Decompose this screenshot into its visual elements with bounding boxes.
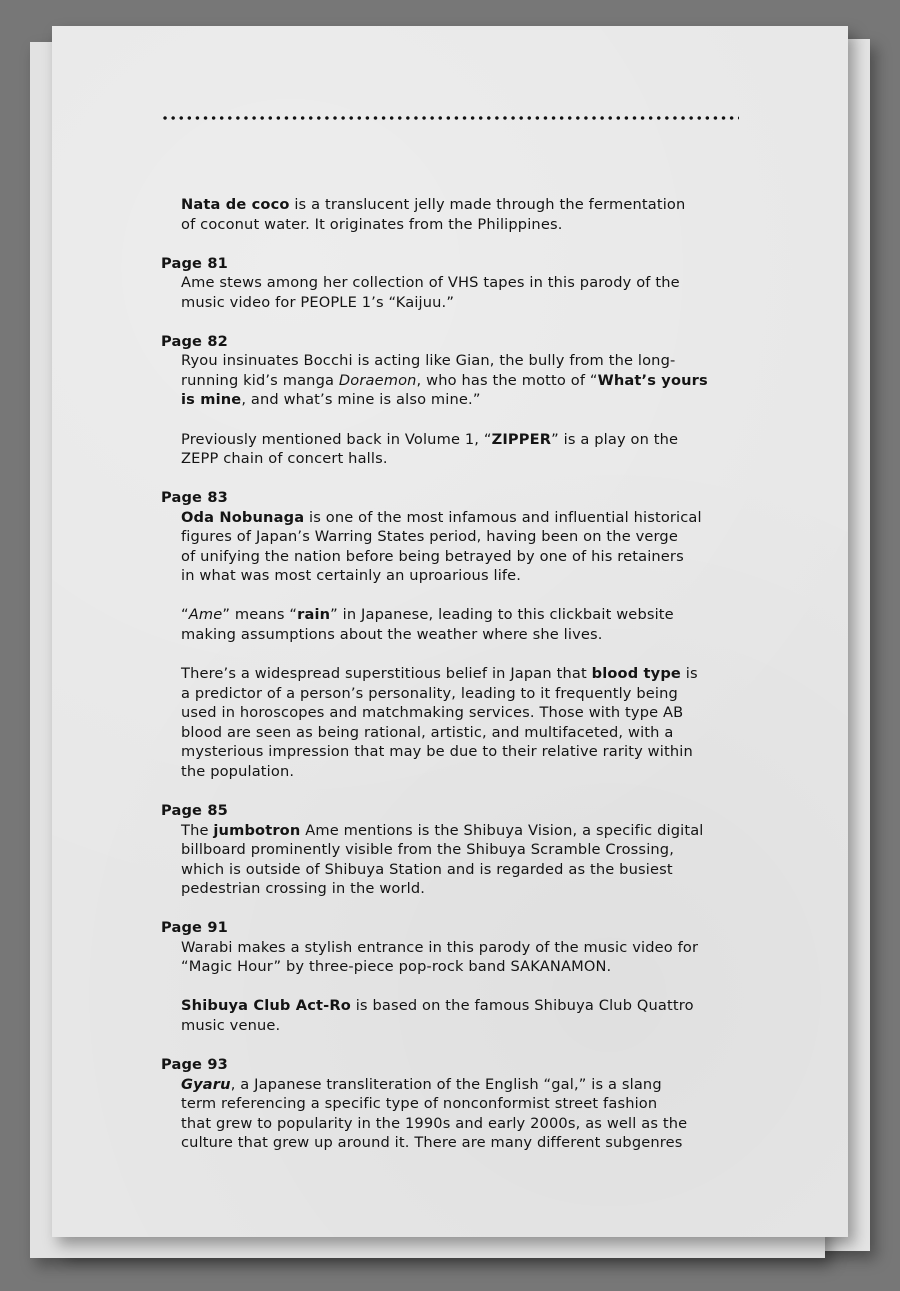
text-run: Ryou insinuates Bocchi is acting like Gian, the bully from the long- [181,352,676,370]
text-run: is based on the famous Shibuya Club Quattro [350,997,694,1015]
text-run: music video for PEOPLE 1’s “Kaijuu.” [181,293,455,311]
note-text-line [161,1114,801,1134]
note-text-line [161,215,801,235]
note-text-line [161,664,801,684]
text-run: Ame stews among her collection of VHS tapes in this parody of the [181,274,680,292]
note-text-line [161,566,801,586]
text-run: of coconut water. It originates from the Philippines. [181,215,563,233]
note-text-line [161,195,801,215]
note-text-line [161,821,801,841]
bold-term: rain [297,606,331,624]
text-run: ” means “ [222,606,298,624]
bold-term: blood type [591,665,681,683]
text-run: which is outside of Shibuya Station and is regarded as the busiest [181,860,673,878]
italic-term: Doraemon [338,371,417,389]
note-text-line [161,996,801,1016]
note-text-line [161,605,801,625]
translation-notes [161,195,801,1153]
blank-line [161,586,801,606]
text-run: music venue. [181,1016,281,1034]
text-run: billboard prominently visible from the Shibuya Scramble Crossing, [181,841,674,859]
text-run: mysterious impression that may be due to their relative rarity within [181,743,693,761]
blank-line [161,645,801,665]
blank-line [161,410,801,430]
blank-line [161,899,801,919]
text-run: Page 83 [161,489,228,507]
text-run: Ame mentions is the Shibuya Vision, a specific digital [300,821,704,839]
text-run: term referencing a specific type of nonconformist street fashion [181,1095,658,1113]
note-text-line [161,547,801,567]
text-run: in what was most certainly an uproarious life. [181,567,522,585]
blank-line [161,234,801,254]
note-text-line [161,1075,801,1095]
note-text-line [161,430,801,450]
note-text-line [161,879,801,899]
text-run: a predictor of a person’s personality, leading to it frequently being [181,684,678,702]
text-run: culture that grew up around it. There are many different subgenres [181,1134,683,1152]
blank-line [161,312,801,332]
note-text-line [161,371,801,391]
bold-term: Oda Nobunaga [181,508,305,526]
bold-term: Shibuya Club Act-Ro [181,997,351,1015]
bold-term: What’s yours [597,371,708,389]
text-run: of unifying the nation before being betrayed by one of his retainers [181,547,684,565]
text-run: , a Japanese transliteration of the English “gal,” is a slang [230,1075,662,1093]
text-run: Warabi makes a stylish entrance in this parody of the music video for [181,938,699,956]
note-text-line [161,273,801,293]
text-run: Page 82 [161,332,228,350]
text-run: ZEPP chain of concert halls. [181,450,388,468]
page-heading [161,254,801,274]
note-text-line [161,1133,801,1153]
note-text-line [161,390,801,410]
page-heading [161,332,801,352]
text-run: “ [181,606,189,624]
note-text-line [161,1016,801,1036]
document-page [52,26,848,1237]
text-run: pedestrian crossing in the world. [181,880,426,898]
note-text-line [161,723,801,743]
text-run: Page 81 [161,254,228,272]
dotted-divider [161,115,739,121]
note-text-line [161,527,801,547]
bold-term: jumbotron [213,821,301,839]
text-run: making assumptions about the weather where she lives. [181,626,603,644]
note-text-line [161,1094,801,1114]
text-run: Page 93 [161,1056,228,1074]
page-heading [161,1055,801,1075]
bold-term: ZIPPER [491,430,552,448]
text-run: ” in Japanese, leading to this clickbait website [330,606,674,624]
text-run: is [680,665,698,683]
blank-line [161,469,801,489]
page-heading [161,488,801,508]
text-run: the population. [181,762,295,780]
text-run: There’s a widespread superstitious belief in Japan that [181,665,592,683]
blank-line [161,781,801,801]
note-text-line [161,860,801,880]
text-run: is a translucent jelly made through the fermentation [289,196,686,213]
note-text-line [161,703,801,723]
note-text-line [161,351,801,371]
text-run: figures of Japan’s Warring States period, having been on the verge [181,528,678,546]
text-run: , who has the motto of “ [416,371,598,389]
text-run: blood are seen as being rational, artistic, and multifaceted, with a [181,723,674,741]
italic-term: Ame [188,606,223,624]
text-run: Page 91 [161,919,228,937]
note-text-line [161,625,801,645]
note-text-line [161,508,801,528]
blank-line [161,977,801,997]
bold-term: Gyaru [181,1075,231,1093]
page-heading [161,801,801,821]
text-run: The [181,821,214,839]
bold-term: is mine [181,391,242,409]
note-text-line [161,938,801,958]
blank-line [161,1036,801,1056]
note-text-line [161,957,801,977]
note-text-line [161,742,801,762]
text-run: running kid’s manga [181,371,339,389]
note-text-line [161,449,801,469]
text-run: is one of the most infamous and influential historical [304,508,702,526]
text-run: that grew to popularity in the 1990s and early 2000s, as well as the [181,1114,688,1132]
text-run: , and what’s mine is also mine.” [241,391,481,409]
text-run: “Magic Hour” by three-piece pop-rock band SAKANAMON. [181,958,612,976]
note-text-line [161,840,801,860]
bold-term: Nata de coco [181,196,290,213]
text-run: used in horoscopes and matchmaking services. Those with type AB [181,704,684,722]
text-run: ” is a play on the [551,430,679,448]
text-run: Previously mentioned back in Volume 1, “ [181,430,492,448]
note-text-line [161,293,801,313]
page-heading [161,918,801,938]
note-text-line [161,762,801,782]
note-text-line [161,684,801,704]
text-run: Page 85 [161,801,228,819]
